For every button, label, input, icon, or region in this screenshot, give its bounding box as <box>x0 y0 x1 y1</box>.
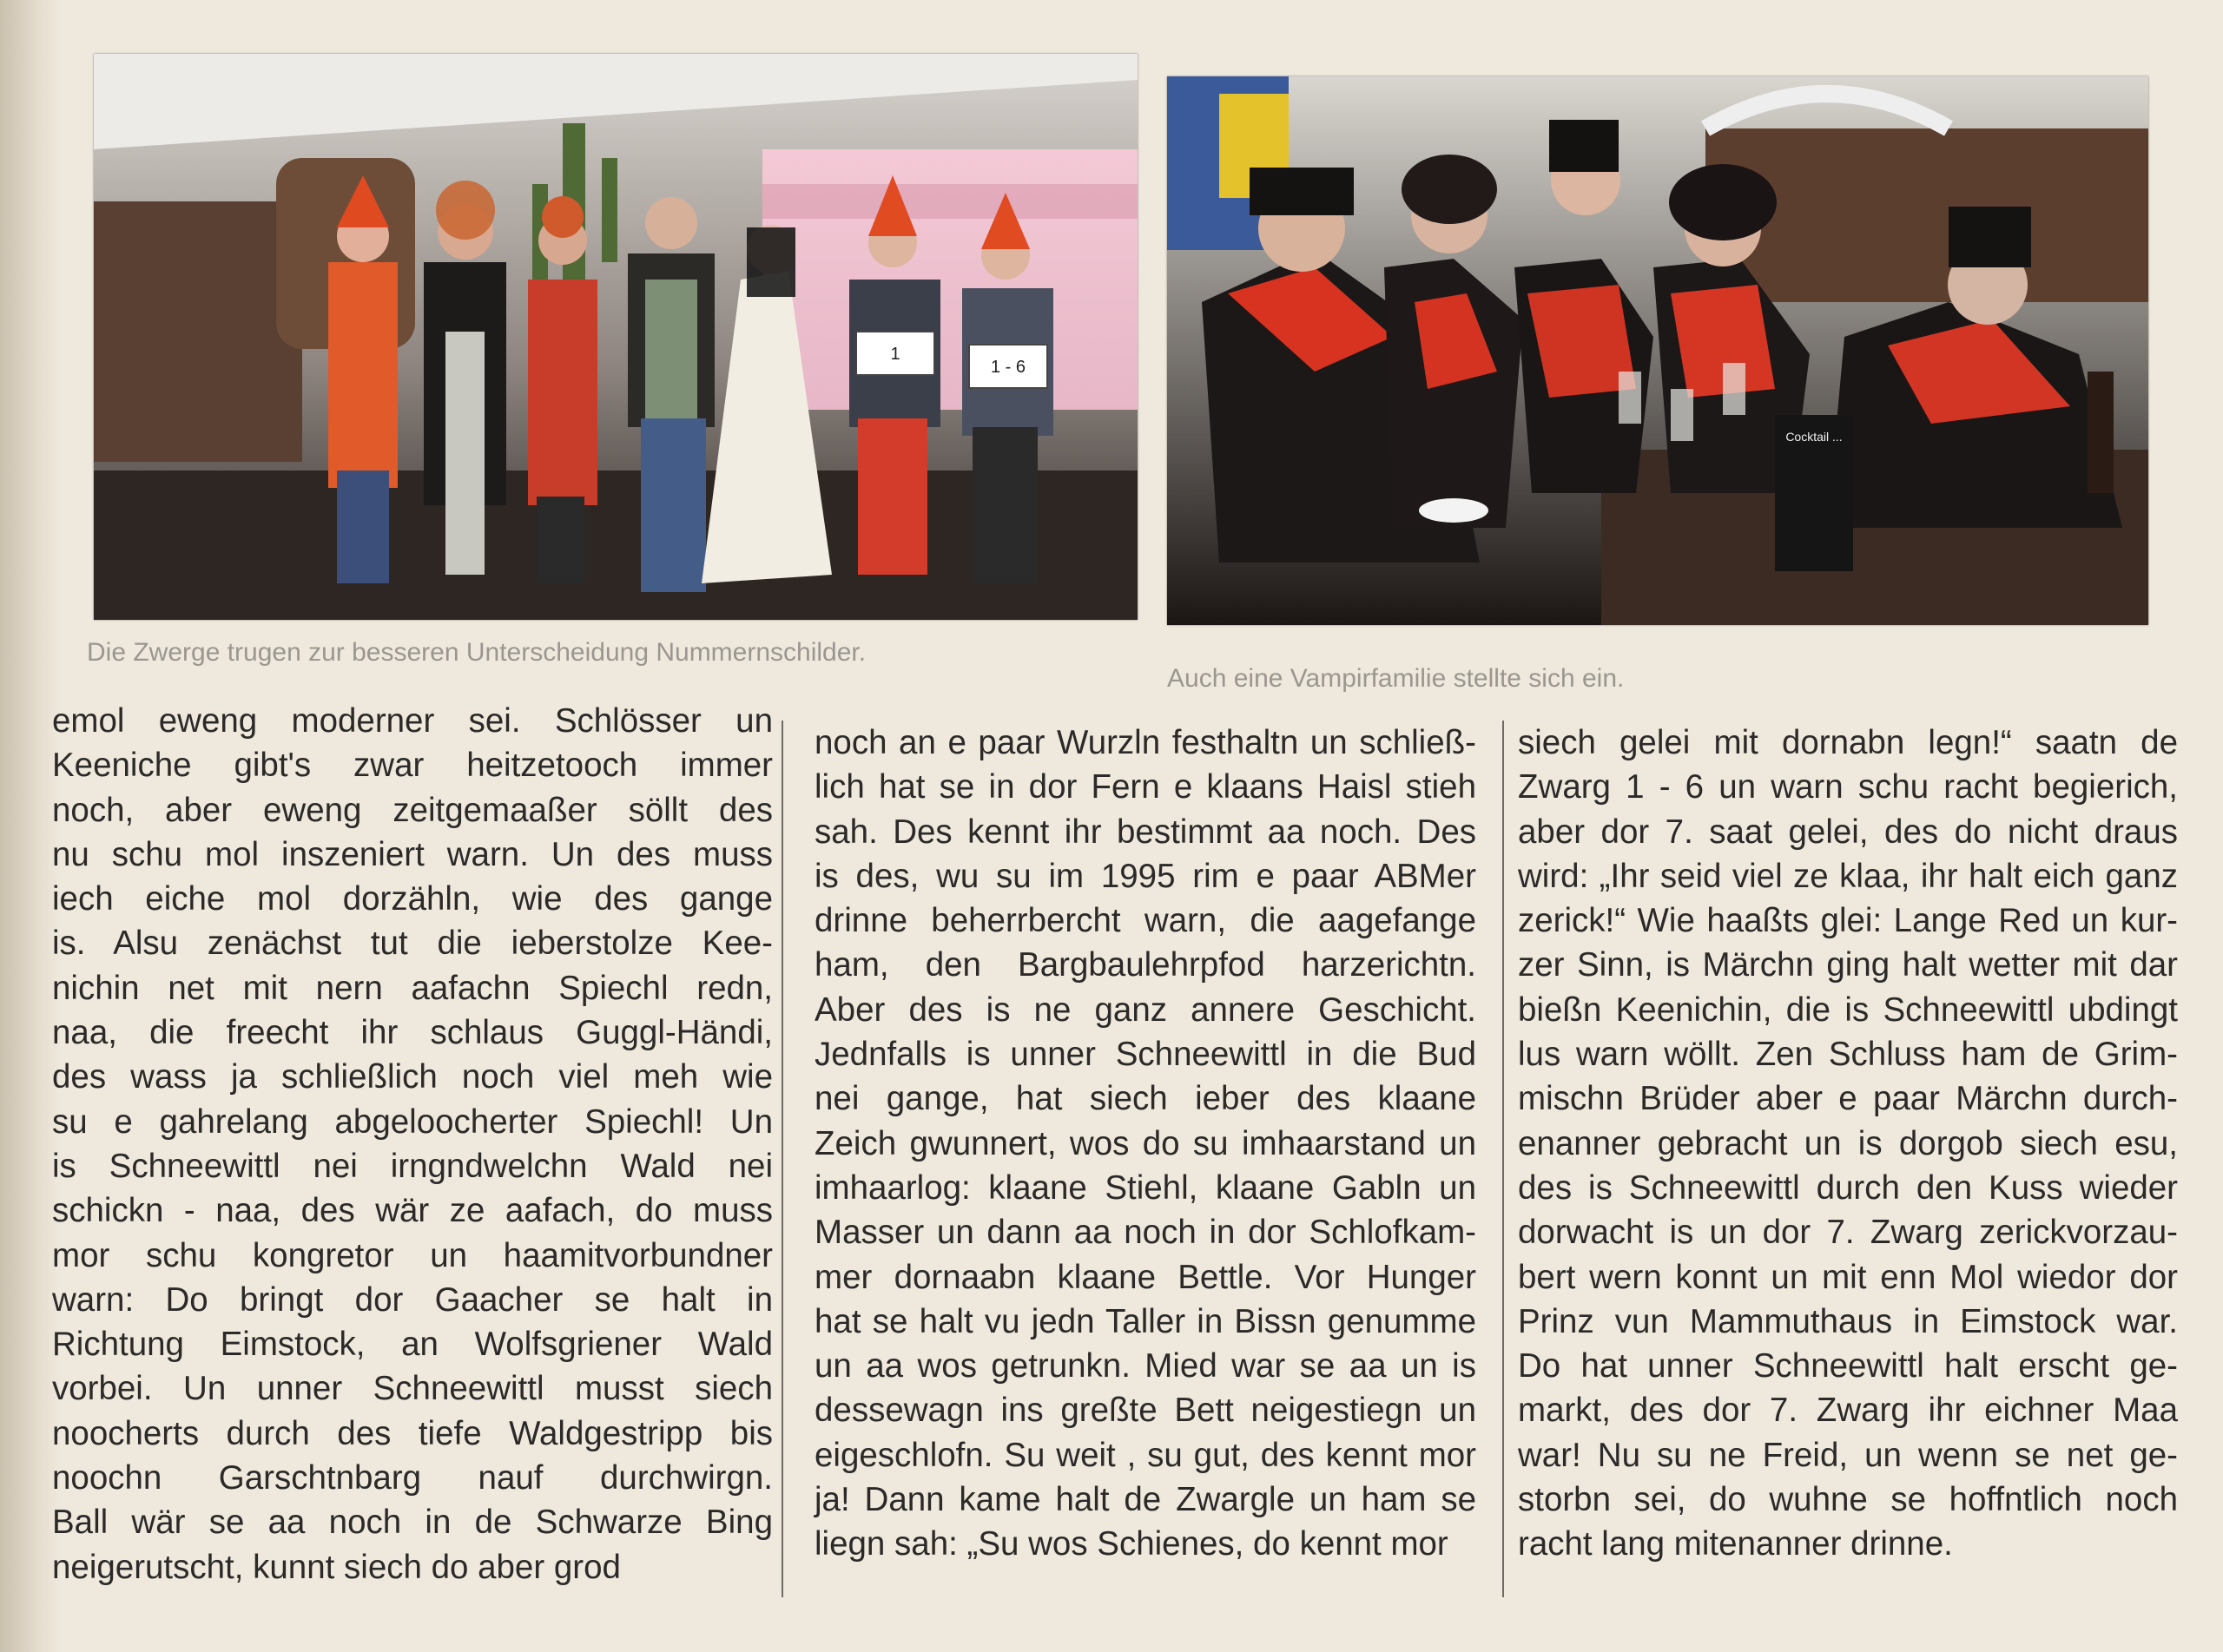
article-column-1 <box>52 699 773 1589</box>
dwarf-sign-1: 1 <box>890 345 900 364</box>
text-line: aber dor 7. saat gelei, des do nicht draus <box>1518 813 2178 851</box>
text-line: bießn Keenichin, die is Schneewittl ubdingt <box>1518 991 2178 1029</box>
dwarf-sign-2: 1 - 6 <box>990 358 1026 377</box>
text-line: eigeschlofn. Su weit , su gut, des kennt mor <box>815 1436 1476 1474</box>
text-line: schickn - naa, des wär ze aafach, do muss <box>52 1192 773 1230</box>
text-line: nu schu mol inszeniert warn. Un des muss <box>52 835 773 873</box>
text-line: noochn Garschtnbarg nauf durchwirgn. <box>52 1459 773 1497</box>
text-line: iech eiche mol dorzähln, wie des gange <box>52 880 773 918</box>
text-line: Do hat unner Schneewittl halt erscht ge- <box>1518 1347 2178 1385</box>
column-divider <box>1502 721 1504 1597</box>
text-line: nichin net mit nern aafachn Spiechl redn, <box>52 969 773 1007</box>
text-line: mor schu kongretor un haamitvorbundner <box>52 1236 773 1274</box>
text-line: war! Nu su ne Freid, un wenn se net ge- <box>1518 1436 2178 1474</box>
text-line: warn: Do bringt dor Gaacher se halt in <box>52 1280 773 1319</box>
text-line: is des, wu su im 1995 rim e paar ABMer <box>815 857 1476 895</box>
text-line: naa, die freecht ihr schlaus Guggl-Händi, <box>52 1014 773 1052</box>
text-line: noch, aber eweng zeitgemaaßer söllt des <box>52 791 773 829</box>
text-line: bert wern konnt un mit enn Mol wiedor dor <box>1518 1258 2178 1296</box>
text-line: imhaarlog: klaane Stiehl, klaane Gabln un <box>815 1168 1476 1207</box>
column-divider <box>782 721 783 1597</box>
text-line: mer dornaabn klaane Bettle. Vor Hunger <box>815 1258 1476 1296</box>
text-line: liegn sah: „Su wos Schienes, do kennt mor <box>815 1525 1448 1563</box>
text-line: Keeniche gibt's zwar heitzetooch immer <box>52 747 773 785</box>
text-line: zerick!“ Wie haaßts glei: Lange Red un kur- <box>1518 902 2178 940</box>
text-line: markt, des dor 7. Zwarg ihr eichner Maa <box>1518 1392 2178 1430</box>
text-line: ham, den Bargbaulehrpfod harzerichtn. <box>815 946 1476 984</box>
text-line: ja! Dann kame halt de Zwargle un ham se <box>815 1481 1476 1519</box>
text-line: siech gelei mit dornabn legn!“ saatn de <box>1518 724 2178 761</box>
text-line: noocherts durch des tiefe Waldgestripp bis <box>52 1414 773 1452</box>
text-line: dessewagn ins greßte Bett neigestiegn un <box>815 1392 1476 1430</box>
text-line: Richtung Eimstock, an Wolfsgriener Wald <box>52 1326 773 1364</box>
article-column-2 <box>815 721 1476 1567</box>
text-line: mischn Brüder aber e paar Märchn durch- <box>1518 1080 2178 1118</box>
text-line: hat se halt vu jedn Taller in Bissn genumme <box>815 1302 1476 1340</box>
photo-dwarfs-on-stage <box>94 54 1138 620</box>
photo-vampire-family <box>1167 76 2148 625</box>
text-line: Ball wär se aa noch in de Schwarze Bing <box>52 1504 773 1542</box>
text-line: Prinz vun Mammuthaus in Eimstock war. <box>1518 1302 2178 1340</box>
text-line: des is Schneewittl durch den Kuss wieder <box>1518 1168 2178 1207</box>
text-line: Zeich gwunnert, wos do su imhaarstand un <box>815 1124 1476 1162</box>
text-line: is Schneewittl nei irngndwelchn Wald nei <box>52 1147 773 1185</box>
text-line: noch an e paar Wurzln festhaltn un schließ- <box>815 724 1476 761</box>
caption-right: Auch eine Vampirfamilie stellte sich ein. <box>1167 664 1625 693</box>
text-line: zer Sinn, is Märchn ging halt wetter mit dar <box>1518 946 2178 984</box>
text-line: storbn sei, do wuhne se hoffntlich noch <box>1518 1481 2178 1519</box>
text-line: racht lang mitenanner drinne. <box>1518 1525 1953 1563</box>
text-line: neigerutscht, kunnt siech do aber grod <box>52 1548 621 1586</box>
text-line: Zwarg 1 - 6 un warn schu racht begierich, <box>1518 768 2178 806</box>
article-column-3 <box>1518 721 2178 1567</box>
text-line: drinne beherrbercht warn, die aagefange <box>815 902 1476 940</box>
text-line: enanner gebracht un is dorgob siech esu, <box>1518 1124 2178 1162</box>
text-line: is. Alsu zenächst tut die ieberstolze Kee- <box>52 925 773 963</box>
text-line: lus warn wöllt. Zen Schluss ham de Grim- <box>1518 1036 2178 1074</box>
text-line: Jednfalls is unner Schneewittl in die Bud <box>815 1036 1476 1074</box>
text-line: Masser un dann aa noch in dor Schlofkam- <box>815 1214 1476 1252</box>
text-line: un aa wos getrunkn. Mied war se aa un is <box>815 1347 1476 1385</box>
text-line: dorwacht is un dor 7. Zwarg zerickvorzau- <box>1518 1214 2178 1252</box>
text-line: su e gahrelang abgeloocherter Spiechl! Un <box>52 1102 773 1141</box>
text-line: sah. Des kennt ihr bestimmt aa noch. Des <box>815 813 1476 851</box>
text-line: vorbei. Un unner Schneewittl musst siech <box>52 1370 773 1408</box>
text-line: lich hat se in dor Fern e klaans Haisl stieh <box>815 768 1476 806</box>
text-line: Aber des is ne ganz annere Geschicht. <box>815 991 1476 1029</box>
caption-left: Die Zwerge trugen zur besseren Unterscheidung Nummernschilder. <box>87 638 867 667</box>
text-line: nei gange, hat siech ieber des klaane <box>815 1080 1476 1118</box>
text-line: emol eweng moderner sei. Schlösser un <box>52 702 773 740</box>
text-line: wird: „Ihr seid viel ze klaa, ihr halt eich ganz <box>1518 857 2178 895</box>
menu-board-text: Cocktail ... <box>1785 430 1843 444</box>
text-line: des wass ja schließlich noch viel meh wie <box>52 1058 773 1096</box>
